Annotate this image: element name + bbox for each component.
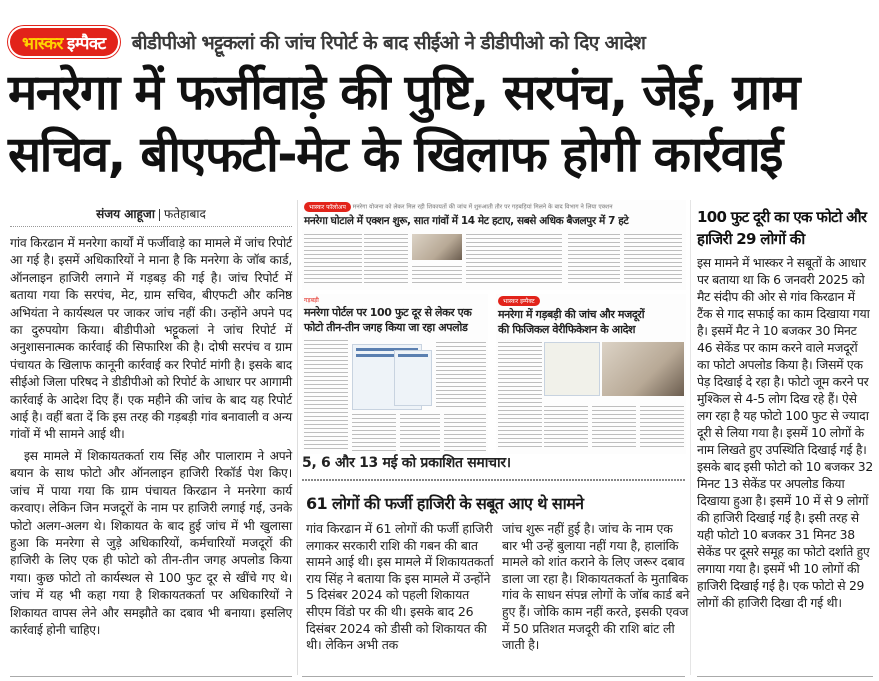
byline-separator bbox=[159, 209, 160, 221]
clipping-1-tag: भास्कर फॉलोअप bbox=[304, 202, 351, 212]
clipping-3 bbox=[496, 294, 686, 454]
clipping-text-block bbox=[400, 414, 440, 452]
clipping-text-block bbox=[412, 266, 462, 286]
headline-line-2: सचिव, बीएफटी-मेट के खिलाफ होगी कार्रवाई bbox=[8, 126, 782, 183]
middle-article-col-2: जांच शुरू नहीं हुई है। जांच के नाम एक बार भी उन्हें बुलाया नहीं गया है, हालांकि मामले को शांत कराने के लिए जरूर दबाव डाला जा रहा है। शिकायतकर्ता के मुताबिक गांव के साधन संपन्न लोगों के जॉब कार्ड बने हुए हैं। जोकि काम नहीं करते, इसकी एवज में 50 प्रतिशत मजदूरी की राशि बांट ली जाती है। bbox=[502, 521, 690, 653]
officials-photo bbox=[602, 342, 684, 396]
clipping-text-block bbox=[544, 406, 588, 450]
clipping-1-tagline: मनरेगा योजना को लेकर मिल रही शिकायतों की जांच में शुरुआती तौर पर गड़बड़ियां मिलने के बाद विभाग ने लिया एक्शन bbox=[352, 203, 613, 211]
logo-part2: इम्पैक्ट bbox=[66, 33, 106, 54]
clipping-2 bbox=[302, 294, 488, 454]
clipping-3-tag: भास्कर इम्पैक्ट bbox=[498, 296, 540, 306]
clipping-3-headline-1: मनरेगा में गड़बड़ी की जांच और मजदूरों bbox=[498, 308, 645, 321]
column-divider bbox=[297, 200, 298, 675]
divider bbox=[302, 479, 685, 481]
left-article bbox=[10, 205, 292, 639]
clipping-text-block bbox=[304, 234, 362, 286]
clipping-2-headline-2: फोटो तीन-तीन जगह किया जा रहा अपलोड bbox=[304, 321, 468, 334]
published-clippings bbox=[302, 200, 686, 470]
clipping-text-block bbox=[592, 406, 636, 450]
clipping-text-block bbox=[436, 342, 486, 410]
clipping-text-block bbox=[352, 414, 396, 452]
divider bbox=[302, 676, 685, 677]
right-article-headline: 100 फुट दूरी का एक फोटो और हाजिरी 29 लोगों की bbox=[697, 208, 867, 248]
clipping-text-block bbox=[568, 234, 620, 286]
main-headline bbox=[8, 62, 873, 186]
bhaskar-impact-logo bbox=[10, 28, 118, 56]
byline-place: फतेहाबाद bbox=[163, 207, 206, 221]
byline-author: संजय आहूजा bbox=[96, 207, 155, 221]
clipping-1 bbox=[302, 200, 686, 290]
middle-article-col-1: गांव किरढान में 61 लोगों की फर्जी हाजिरी लगाकर सरकारी राशि की गबन की बात सामने आई थी। इस मामले में शिकायतकर्ता राय सिंह ने बताया कि इस मामले में उन्होंने 5 दिसंबर 2024 को पहली शिकायत सीएम विंडो पर की थी। इसके बाद 26 दिसंबर 2024 को डीसी को शिकायत की थी। लेकिन अभी तक bbox=[306, 521, 494, 653]
clipping-text-block bbox=[466, 234, 562, 286]
masthead-strap bbox=[10, 28, 645, 56]
headline-line-1: मनरेगा में फर्जीवाड़े की पुष्टि, सरपंच, जेई, ग्राम bbox=[8, 64, 799, 121]
clipping-text-block bbox=[498, 342, 542, 450]
clipping-photo bbox=[412, 234, 462, 260]
clipping-text-block bbox=[444, 414, 486, 452]
clipping-2-headline-1: मनरेगा पोर्टल पर 100 फुट दूर से लेकर एक bbox=[304, 306, 472, 319]
clipping-text-block bbox=[640, 406, 684, 450]
clipping-text-block bbox=[364, 234, 408, 286]
divider bbox=[10, 676, 292, 677]
logo-part1: भास्कर bbox=[22, 33, 63, 54]
left-paragraph-1: गांव किरढान में मनरेगा कार्यों में फर्जीवाड़े का मामले में जांच रिपोर्ट आ गई है। इसमें अधिकारियों ने माना है कि मनरेगा के जॉब कार्ड, ऑनलाइन हाजिरी लगाने में गड़बड़ की गई है। जांच रिपोर्ट में बताया गया कि सरपंच, मेट, ग्राम सचिव, बीएफटी और कनिष्ठ अभियंता ने कार्यस्थल पर जाकर जांच नहीं की। उन्होंने अपने पद का दुरुपयोग किया। बीडीपीओ भट्टूकलां ने जांच रिपोर्ट में अनुशासनात्मक कार्रवाई की सिफारिश की है। दोषी सरपंच व ग्राम पंचायत के खिलाफ कानूनी कार्रवाई कर रिपोर्ट मांगी है। इसके बाद सीईओ जिला परिषद ने डीडीपीओ को रिपोर्ट के आधार पर आगामी कार्रवाई के आदेश दिए हैं। एक महीने की जांच के बाद यह रिपोर्ट आई है। वहीं बता दें कि इस तरह की गड़बड़ी गांव बनावाली व अन्य गांवों में भी सामने आई थी। bbox=[10, 236, 292, 442]
strap-headline: बीडीपीओ भट्टूकलां की जांच रिपोर्ट के बाद सीईओ ने डीडीपीओ को दिए आदेश bbox=[131, 32, 646, 54]
document-photo bbox=[544, 342, 600, 396]
clipping-text-block bbox=[624, 234, 682, 286]
clipping-2-tag: गड़बड़ी bbox=[304, 297, 319, 304]
clippings-caption: 5, 6 और 13 मई को प्रकाशित समाचार। bbox=[302, 455, 511, 471]
divider bbox=[697, 676, 873, 677]
middle-article-headline: 61 लोगों की फर्जी हाजिरी के सबूत आए थे सामने bbox=[306, 494, 584, 513]
byline bbox=[10, 205, 292, 227]
column-divider bbox=[690, 200, 691, 675]
clipping-3-headline-2: की फिजिकल वेरीफिकेशन के आदेश bbox=[498, 323, 636, 336]
right-article bbox=[697, 206, 873, 611]
left-article-body bbox=[10, 235, 292, 639]
right-article-body: इस मामने में भास्कर ने सबूतों के आधार पर बताया था कि 6 जनवरी 2025 को मैट संदीप की ओर से गांव किरढान में टैंक से गाद सफाई का काम दिखाया गया है। इसमें मैट ने 10 बजकर 30 मिनट 46 सेकेंड पर काम करने वाले मजदूरों का फोटो अपलोड किया है। जिसमें एक पेड़ दिखाई दे रहा है। फोटो जूम करने पर मुश्किल से 4-5 लोग दिख रहे हैं। ऐसे लग रहा है यह फोटो 100 फुट से ज्यादा दूरी से लिया गया है। इसमें 10 लोगों के नाम लिखते हुए उपस्थिति दिखाई गई है। इसके बाद इसी फोटो को 10 बजकर 32 मिनट 13 सेकेंड पर अपलोड किया दिखाया हुआ है। इसमें 10 में से 9 लोगों की हाजिरी दिखाई गई है। इसी तरह से यही फोटो 10 बजकर 31 मिनट 38 सेकेंड पर दूसरे समूह का फोटो दर्शाते हुए लगाया गया है। इसमें भी 10 लोगों की हाजिरी दिखाई गई है। एक फोटो से 29 लोगों की हाजिरी दिखा दी गई थी। bbox=[697, 255, 873, 610]
clipping-1-headline: मनरेगा घोटाले में एक्शन शुरू, सात गांवों में 14 मेट हटाए, सबसे अधिक बैजलपुर में 7 हटे bbox=[304, 215, 629, 227]
left-paragraph-2: इस मामले में शिकायतकर्ता राय सिंह और पालाराम ने अपने बयान के साथ फोटो और ऑनलाइन हाजिरी रिकॉर्ड पेश किए। जांच में पाया गया कि ग्राम पंचायत किरढान ने मनरेगा कार्य करवाए। लेकिन जिन मजदूरों के नाम पर हाजिरी लगाई गई, उनके फोटो अलग-अलग थे। शिकायत के बाद हुई जांच में भी खुलासा हुआ कि मनरेगा से जुड़े अधिकारियों, कर्मचारियों मजदूरों की हाजिरी के लिए एक ही फोटो को तीन-तीन जगह अपलोड किया गया। कुछ फोटो तो कार्यस्थल से 100 फुट दूर से खींचे गए थे। जांच में यह भी कहा गया है शिकायतकर्ता पर अधिकारियों ने शिकायत वापस लेने और समझौते का दबाव भी बनाया। इसलिए कार्रवाई होनी चाहिए। bbox=[10, 448, 292, 637]
portal-screenshot bbox=[394, 350, 432, 406]
clipping-text-block bbox=[304, 340, 348, 452]
